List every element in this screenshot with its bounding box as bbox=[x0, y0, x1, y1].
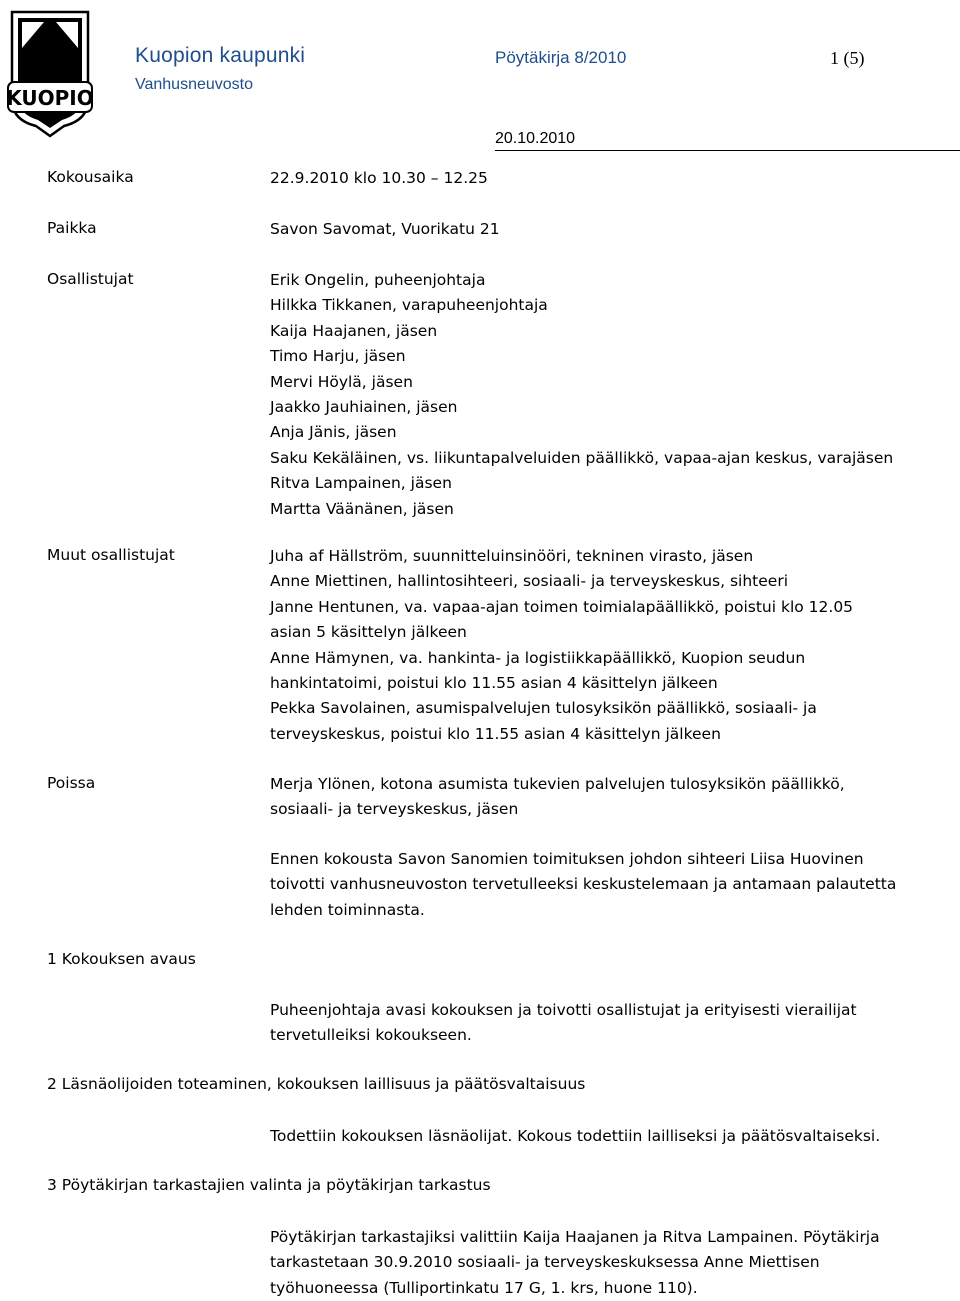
other-participants-list bbox=[270, 544, 950, 747]
department-name: Vanhusneuvosto bbox=[135, 76, 254, 93]
list-item: hankintatoimi, poistui klo 11.55 asian 4 käsittelyn jälkeen bbox=[270, 674, 718, 693]
header-divider bbox=[495, 150, 960, 151]
meeting-place-value: Savon Savomat, Vuorikatu 21 bbox=[270, 220, 500, 238]
meeting-time-label: Kokousaika bbox=[47, 168, 134, 186]
meeting-time-value: 22.9.2010 klo 10.30 – 12.25 bbox=[270, 169, 488, 187]
section-3-title: 3 Pöytäkirjan tarkastajien valinta ja pöytäkirjan tarkastus bbox=[47, 1176, 491, 1194]
kuopio-logo bbox=[4, 8, 96, 140]
list-item: Anne Hämynen, va. hankinta- ja logistiikkapäällikkö, Kuopion seudun bbox=[270, 648, 806, 667]
list-item: Anja Jänis, jäsen bbox=[270, 423, 397, 442]
section-1-body: Puheenjohtaja avasi kokouksen ja toivotti osallistujat ja erityisesti vierailijat tervetulleiksi kokoukseen. bbox=[270, 1001, 857, 1045]
participants-label: Osallistujat bbox=[47, 270, 134, 288]
meeting-place-label: Paikka bbox=[47, 219, 97, 237]
list-item: Erik Ongelin, puheenjohtaja bbox=[270, 271, 486, 289]
intro-paragraph: Ennen kokousta Savon Sanomien toimituksen johdon sihteeri Liisa Huovinen toivotti vanhusneuvoston tervetulleeksi keskustelemaan ja antamaan palautetta lehden toiminnasta. bbox=[270, 850, 897, 919]
other-participants-label: Muut osallistujat bbox=[47, 546, 175, 564]
document-title: Pöytäkirja 8/2010 bbox=[495, 48, 627, 67]
list-item: Merja Ylönen, kotona asumista tukevien palvelujen tulosyksikön päällikkö, bbox=[270, 775, 845, 793]
document-date: 20.10.2010 bbox=[495, 130, 576, 147]
organization-name: Kuopion kaupunki bbox=[135, 44, 306, 67]
list-item: Janne Hentunen, va. vapaa-ajan toimen toimialapäällikkö, poistui klo 12.05 bbox=[270, 597, 854, 616]
list-item: Jaakko Jauhiainen, jäsen bbox=[270, 398, 458, 417]
list-item: Ritva Lampainen, jäsen bbox=[270, 474, 452, 493]
absent-label: Poissa bbox=[47, 774, 96, 792]
absent-list bbox=[270, 772, 950, 823]
list-item: Martta Väänänen, jäsen bbox=[270, 499, 454, 518]
list-item: Hilkka Tikkanen, varapuheenjohtaja bbox=[270, 296, 548, 315]
section-1-title: 1 Kokouksen avaus bbox=[47, 950, 196, 968]
page-number: 1 (5) bbox=[830, 48, 865, 68]
section-2-title: 2 Läsnäolijoiden toteaminen, kokouksen laillisuus ja päätösvaltaisuus bbox=[47, 1075, 586, 1093]
section-2-body: Todettiin kokouksen läsnäolijat. Kokous todettiin lailliseksi ja päätösvaltaiseksi. bbox=[270, 1127, 881, 1145]
list-item: Pekka Savolainen, asumispalvelujen tulosyksikön päällikkö, sosiaali- ja bbox=[270, 699, 817, 718]
list-item: Saku Kekäläinen, vs. liikuntapalveluiden päällikkö, vapaa-ajan keskus, varajäsen bbox=[270, 448, 894, 467]
list-item: Timo Harju, jäsen bbox=[270, 347, 406, 366]
list-item: Mervi Höylä, jäsen bbox=[270, 372, 413, 391]
participants-list bbox=[270, 268, 950, 522]
section-3-body: Pöytäkirjan tarkastajiksi valittiin Kaija Haajanen ja Ritva Lampainen. Pöytäkirja tarkastetaan 30.9.2010 sosiaali- ja terveyskeskuksessa Anne Miettisen työhuoneessa (Tulliportinkatu 17 G, 1. krs, huone 110). bbox=[270, 1228, 880, 1297]
list-item: Juha af Hällström, suunnitteluinsinööri, tekninen virasto, jäsen bbox=[270, 547, 754, 565]
list-item: Kaija Haajanen, jäsen bbox=[270, 321, 438, 340]
logo-wordmark: KUOPIO bbox=[6, 86, 94, 110]
list-item: asian 5 käsittelyn jälkeen bbox=[270, 623, 467, 642]
list-item: Anne Miettinen, hallintosihteeri, sosiaali- ja terveyskeskus, sihteeri bbox=[270, 572, 789, 591]
list-item: sosiaali- ja terveyskeskus, jäsen bbox=[270, 800, 519, 819]
list-item: terveyskeskus, poistui klo 11.55 asian 4 käsittelyn jälkeen bbox=[270, 724, 721, 743]
